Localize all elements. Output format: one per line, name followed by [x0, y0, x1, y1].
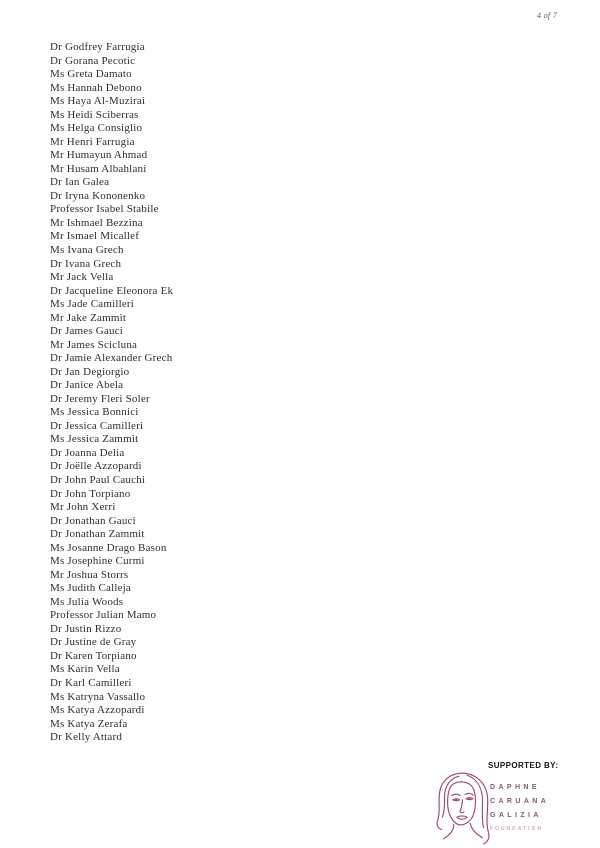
list-item: Dr Godfrey Farrugia — [50, 41, 145, 53]
list-item: Dr Ian Galea — [50, 176, 110, 189]
list-item: Dr Jamie Alexander Grech — [50, 352, 173, 365]
list-item: Dr Jacqueline Eleonora Ek — [50, 284, 174, 297]
list-item: Mr James Scicluna — [50, 338, 138, 351]
page-number: 4 of 7 — [536, 11, 557, 20]
list-item: Mr Humayun Ahmad — [50, 149, 148, 162]
list-item: Dr Karl Camilleri — [50, 676, 132, 689]
list-item: Dr Jan Degiorgio — [50, 365, 130, 378]
list-item: Ms Katya Zerafa — [50, 717, 128, 730]
list-item: Dr Jonathan Zammit — [50, 528, 145, 541]
list-item: Dr Joëlle Azzopardi — [50, 460, 142, 473]
list-item: Mr Husam Albahlani — [50, 162, 147, 175]
list-item: Ms Josephine Curmi — [50, 555, 145, 568]
list-item: Dr Gorana Pecotic — [50, 54, 136, 67]
list-item: Dr Karen Torpiano — [50, 649, 137, 662]
list-item: Mr Jack Vella — [50, 271, 114, 284]
list-item: Professor Isabel Stabile — [50, 203, 159, 216]
list-item: Dr Jessica Camilleri — [50, 419, 144, 432]
list-item: Dr Joanna Delia — [50, 446, 125, 459]
logo-word-daphne: DAPHNE — [490, 784, 540, 791]
list-item: Ms Jade Camilleri — [50, 298, 135, 311]
list-item: Mr Henri Farrugia — [50, 135, 135, 148]
list-item: Dr Jeremy Fleri Soler — [50, 392, 150, 405]
list-item: Dr John Paul Cauchi — [50, 474, 146, 486]
list-item: Dr John Torpiano — [50, 487, 131, 500]
list-item: Dr Jonathan Gauci — [50, 514, 136, 527]
list-item: Ms Jessica Zammit — [50, 433, 139, 446]
foundation-logo-text — [490, 781, 549, 832]
list-item: Ms Heidi Sciberras — [50, 108, 139, 121]
list-item: Mr Joshua Storrs — [50, 568, 129, 581]
list-item: Ms Jessica Bonnici — [50, 406, 139, 419]
list-item: Professor Julian Mamo — [50, 609, 157, 622]
logo-word-galizia: GALIZIA — [490, 812, 542, 819]
list-item: Dr Justine de Gray — [50, 636, 137, 649]
supported-by-label: SUPPORTED BY: — [488, 761, 559, 770]
list-item: Ms Judith Calleja — [50, 582, 132, 595]
list-item: Dr Justin Rizzo — [50, 622, 122, 635]
list-item: Dr Janice Abela — [50, 379, 124, 392]
list-item: Dr James Gauci — [50, 325, 124, 338]
list-item: Ms Josanne Drago Bason — [50, 541, 167, 554]
list-item: Ms Hannah Debono — [50, 81, 142, 94]
list-item: Ms Greta Damato — [50, 68, 132, 81]
list-item: Ms Julia Woods — [50, 595, 124, 608]
list-item: Mr Jake Zammit — [50, 311, 127, 324]
list-item: Ms Katya Azzopardi — [50, 704, 145, 717]
logo-word-caruana: CARUANA — [490, 798, 550, 805]
list-item: Dr Iryna Kononenko — [50, 189, 146, 202]
list-item: Mr Ismael Micallef — [50, 230, 140, 243]
list-item: Ms Ivana Grech — [50, 243, 124, 256]
logo-word-foundation: FOUNDATION — [490, 826, 543, 832]
woman-face-line-drawing-icon — [426, 770, 498, 846]
list-item: Dr Kelly Attard — [50, 731, 123, 744]
list-item: Mr John Xerri — [50, 501, 116, 514]
list-item: Ms Helga Consiglio — [50, 122, 143, 135]
list-item: Ms Katryna Vassallo — [50, 690, 146, 703]
attendee-name-list — [50, 41, 173, 745]
list-item: Dr Ivana Grech — [50, 257, 122, 270]
list-item: Mr Ishmael Bezzina — [50, 216, 143, 229]
list-item: Ms Haya Al-Muzirai — [50, 95, 146, 108]
list-item: Ms Karin Vella — [50, 663, 120, 676]
